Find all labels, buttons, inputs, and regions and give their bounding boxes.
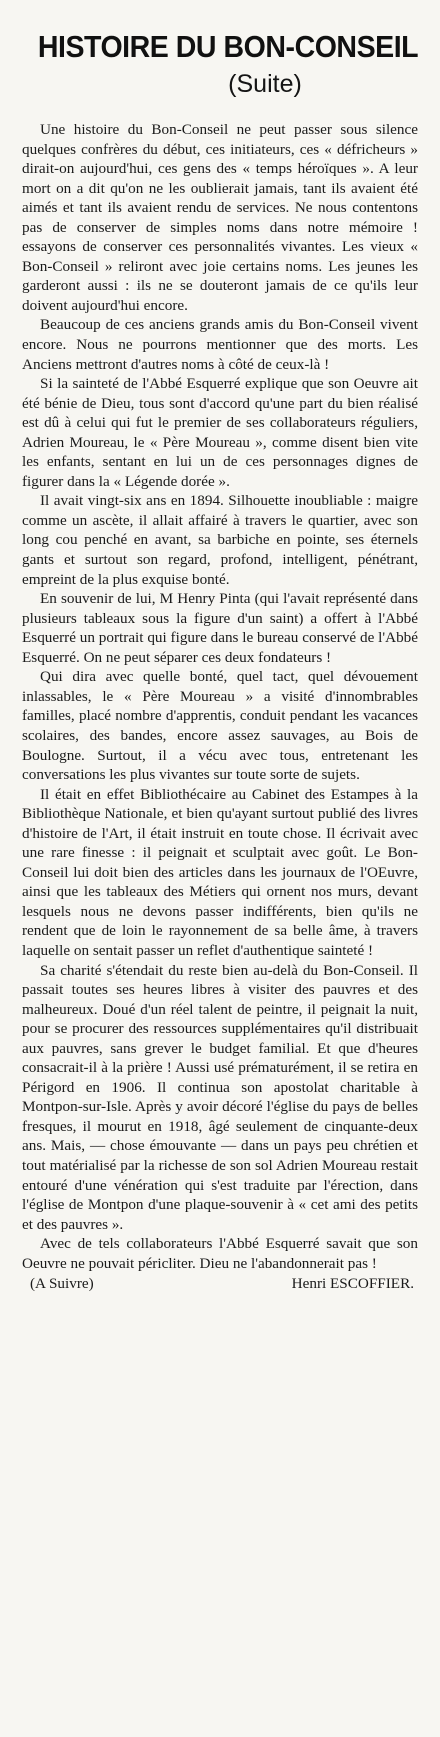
paragraph: En souvenir de lui, M Henry Pinta (qui l'avait représenté dans plusieurs tableaux sous la figure d'un saint) a offert à l'Abbé Esquerré un portrait qui figure dans le bureau conservé de l'Abbé Esquerré. On ne peut séparer ces deux fondateurs !: [22, 590, 418, 666]
article-footer: [22, 1274, 418, 1294]
paragraph: Une histoire du Bon-Conseil ne peut passer sous silence quelques confrères du début, ces initiateurs, ces « défricheurs » dirait-on aujourd'hui, ces gens des « temps héroïques ». A leur mort on a dit qu'on ne les oublierait jamais, tant ils avaient été aimés et tant ils avaient rendu de services. Ne nous contentons pas de conserver de simples noms dans notre mémoire ! essayons de conserver ces personnalités vivantes. Les vieux « Bon-Conseil » reliront avec joie certains noms. Les jeunes les garderont aussi : ils ne se douteront jamais de ce qu'ils leur doivent aujourd'hui encore.: [22, 121, 418, 314]
paragraph: Beaucoup de ces anciens grands amis du Bon-Conseil vivent encore. Nous ne pourrons mentionner que des morts. Les Anciens mettront d'autres noms à côté de ceux-là !: [22, 316, 418, 373]
author-signature: Henri ESCOFFIER.: [291, 1275, 414, 1293]
article-subtitle: (Suite): [228, 70, 302, 98]
paragraph: Sa charité s'étendait du reste bien au-delà du Bon-Conseil. Il passait toutes ses heures libres à visiter des pauvres et des malheureux. Doué d'un réel talent de peintre, il peignait la nuit, pour se procurer des ressources supplémentaires qu'il distribuait aux pauvres, sans grever le budget familial. Et que d'heures consacrait-il à la prière ! Aussi usé prématurément, il se retira en Périgord en 1906. Il continua son apostolat charitable à Montpon-sur-Isle. Après y avoir décoré l'église du pays de belles fresques, il mourut en 1918, âgé seulement de cinquante-deux ans. Mais, — chose émouvante — dans un pays peu chrétien et tout matérialisé par la richesse de son sol Adrien Moureau restait entouré d'une vénération qui s'est traduite par l'érection, dans l'église de Montpon d'une plaque-souvenir à « cet ami des petits et des pauvres ».: [22, 961, 418, 1233]
paragraph: Si la sainteté de l'Abbé Esquerré explique que son Oeuvre ait été bénie de Dieu, tous sont d'accord qu'une part du bien réalisé est dû à celui qui fut le premier de ses collaborateurs réguliers, Adrien Moureau, le « Père Moureau », comme disent bien vite les enfants, sentant en lui un de ces personnages dignes de figurer dans la « Légende dorée ».: [22, 375, 418, 490]
paragraph: Avec de tels collaborateurs l'Abbé Esquerré savait que son Oeuvre ne pouvait péricliter. Dieu ne l'abandonnerait pas !: [22, 1235, 418, 1272]
continuation-note: (A Suivre): [30, 1275, 94, 1293]
article-title: HISTOIRE DU BON-CONSEIL: [37, 29, 419, 64]
paragraph: Il était en effet Bibliothécaire au Cabinet des Estampes à la Bibliothèque Nationale, et bien qu'ayant surtout publié des livres d'histoire de l'Art, il était instruit en toute chose. Il écrivait avec une rare finesse : il peignait et sculptait avec goût. Le Bon-Conseil lui doit bien des articles dans les journaux de l'OEuvre, ainsi que les tableaux des Métiers qui ornent nos murs, devant lesquels nous ne devons passer indifférents, bien qu'ils ne rendent que de loin le rayonnement de sa belle âme, à travers laquelle on sentait passer un reflet d'authentique sainteté !: [22, 785, 418, 959]
paragraph: Il avait vingt-six ans en 1894. Silhouette inoubliable : maigre comme un ascète, il allait affairé à travers le quartier, avec son long cou penché en avant, sa barbiche en pointe, ses éternels gants et surtout son regard, profond, intelligent, pénétrant, empreint de la plus exquise bonté.: [22, 492, 418, 588]
paragraph: Qui dira avec quelle bonté, quel tact, quel dévouement inlassables, le « Père Moureau » a visité d'innombrables familles, placé nombre d'apprentis, conduit pendant les vacances scolaires, des bandes, encore assez sauvages, au Bois de Boulogne. Surtout, il a vécu avec tous, entretenant les conversations les plus vivantes sur toute sorte de sujets.: [22, 668, 418, 784]
article-body: [22, 120, 418, 1273]
